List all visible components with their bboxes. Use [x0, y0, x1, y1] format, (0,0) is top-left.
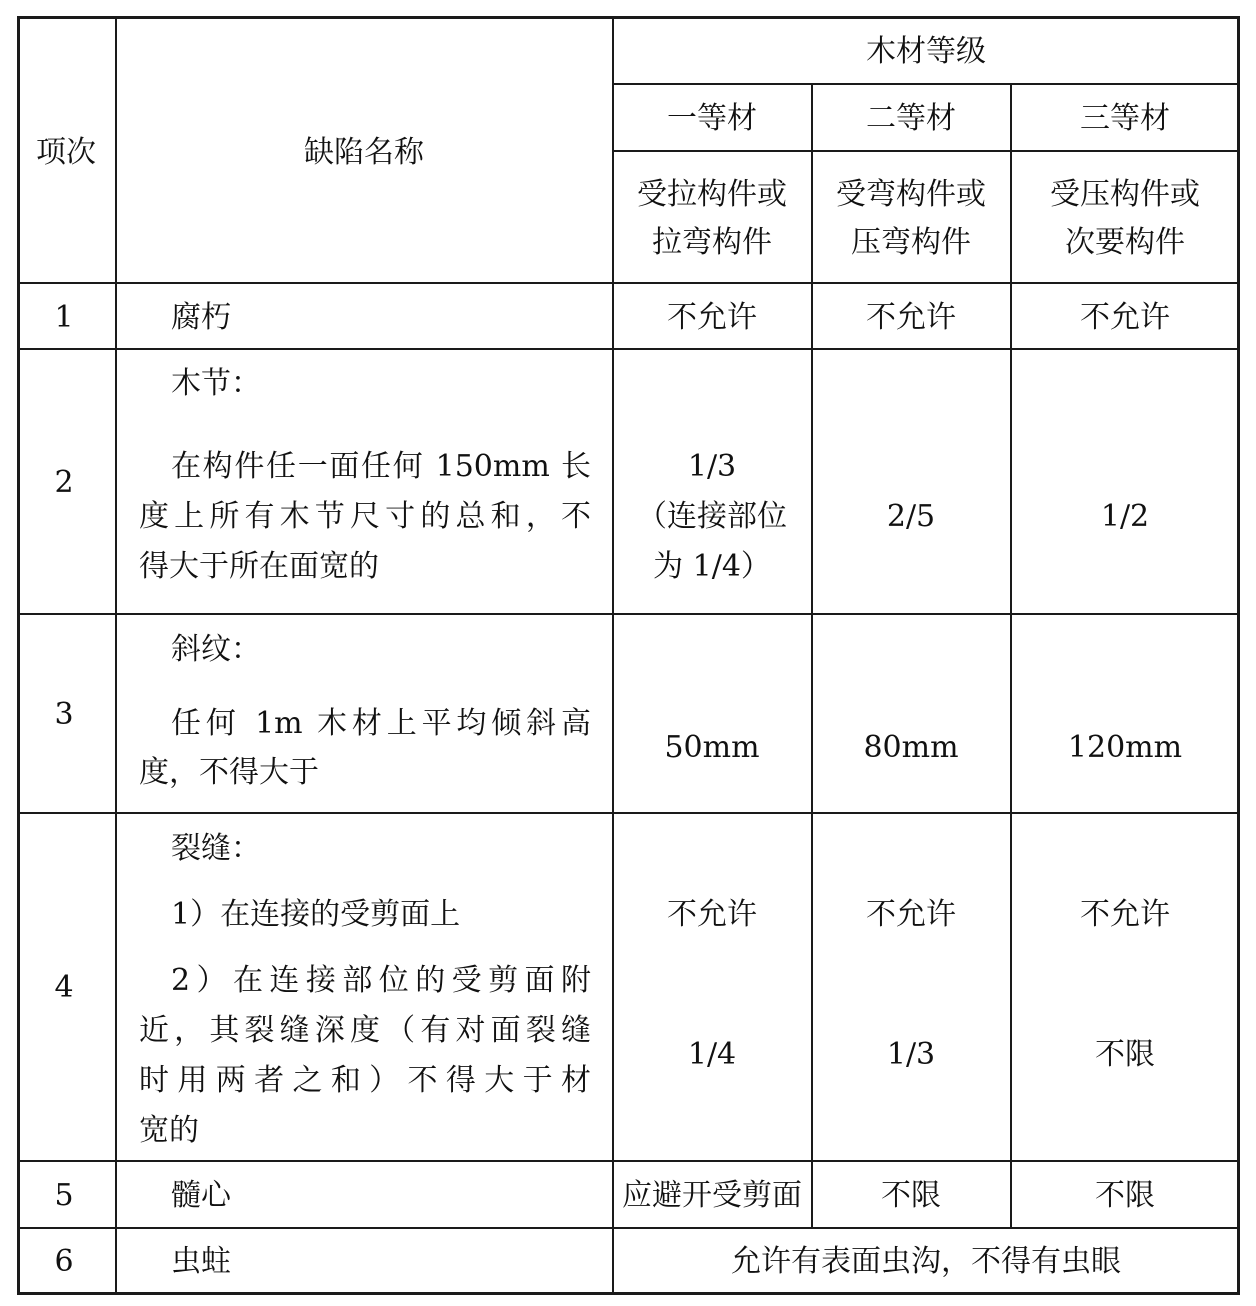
header-grade-2: 二等材	[866, 101, 956, 136]
row-6-index: 6	[54, 1244, 74, 1279]
row-1-grade-2: 不允许	[866, 300, 956, 335]
table-border-left	[17, 16, 20, 1295]
row-4-sub2-line2: 近，其裂缝深度（有对面裂缝	[139, 1013, 591, 1048]
row-5-grade-1: 应避开受剪面	[622, 1178, 802, 1213]
divider-header-grade	[612, 83, 1239, 85]
divider-row-2	[17, 348, 1239, 350]
row-3-grade-1: 50mm	[664, 730, 760, 765]
divider-header-usage	[612, 150, 1239, 152]
row-4-sub2-line3: 时用两者之和）不得大于材	[139, 1063, 591, 1098]
row-1-name: 腐朽	[171, 300, 231, 335]
row-4-sub1-grade-1: 不允许	[667, 897, 757, 932]
row-5-grade-2: 不限	[881, 1178, 941, 1213]
divider-row-4	[17, 812, 1239, 814]
row-1-index: 1	[54, 300, 74, 335]
row-6-merged-grades: 允许有表面虫沟，不得有虫眼	[731, 1244, 1121, 1279]
header-usage-1-line2: 拉弯构件	[652, 225, 772, 260]
row-4-index: 4	[54, 970, 74, 1005]
header-usage-3-line2: 次要构件	[1065, 225, 1185, 260]
row-4-sub1-grade-2: 不允许	[866, 897, 956, 932]
header-usage-1-line1: 受拉构件或	[637, 177, 787, 212]
header-usage-3-line1: 受压构件或	[1050, 177, 1200, 212]
row-4-sub1: 1）在连接的受剪面上	[171, 897, 461, 932]
row-1-grade-1: 不允许	[667, 300, 757, 335]
row-6-name: 虫蛀	[171, 1244, 231, 1279]
row-4-sub2-grade-3: 不限	[1095, 1037, 1155, 1072]
row-2-grade-2: 2/5	[886, 499, 936, 534]
row-5-index: 5	[54, 1178, 74, 1213]
divider-row-6	[17, 1227, 1239, 1229]
row-3-index: 3	[54, 697, 74, 732]
row-3-grade-2: 80mm	[863, 730, 959, 765]
row-3-grade-3: 120mm	[1067, 730, 1183, 765]
row-2-grade-1-line1: 1/3	[687, 449, 737, 484]
row-2-grade-1-line2: （连接部位	[637, 499, 787, 534]
divider-row-3	[17, 613, 1239, 615]
table-border-bottom	[17, 1292, 1240, 1295]
row-3-desc-line2: 度，不得大于	[139, 755, 319, 790]
header-grade-3: 三等材	[1080, 101, 1170, 136]
header-grade-group: 木材等级	[866, 34, 986, 69]
row-2-name: 木节：	[171, 366, 261, 401]
divider-col-3	[811, 84, 813, 1229]
row-4-sub2-grade-1: 1/4	[687, 1037, 737, 1072]
header-defect-name: 缺陷名称	[304, 135, 424, 170]
row-4-sub2-line4: 宽的	[139, 1113, 199, 1148]
divider-row-1	[17, 282, 1239, 284]
row-2-index: 2	[54, 465, 74, 500]
table-border-right	[1237, 16, 1240, 1295]
row-4-name: 裂缝：	[171, 831, 261, 866]
row-5-name: 髓心	[171, 1178, 231, 1213]
divider-row-5	[17, 1160, 1239, 1162]
divider-col-2	[612, 16, 614, 1294]
header-index: 项次	[36, 135, 96, 170]
table-border-top	[17, 16, 1240, 19]
row-2-grade-3: 1/2	[1100, 499, 1150, 534]
header-usage-2-line2: 压弯构件	[851, 225, 971, 260]
row-4-sub1-grade-3: 不允许	[1080, 897, 1170, 932]
header-grade-1: 一等材	[667, 101, 757, 136]
row-3-desc-line1: 任何 1m 木材上平均倾斜高	[171, 706, 591, 741]
row-2-desc-line1: 在构件任一面任何 150mm 长	[171, 449, 591, 484]
header-usage-2-line1: 受弯构件或	[836, 177, 986, 212]
row-2-desc-line3: 得大于所在面宽的	[139, 549, 379, 584]
row-2-desc-line2: 度上所有木节尺寸的总和，不	[139, 499, 591, 534]
row-2-grade-1-line3: 为 1/4）	[653, 549, 771, 584]
divider-col-1	[115, 16, 117, 1294]
row-4-sub2-line1: 2）在连接部位的受剪面附	[171, 963, 591, 998]
row-1-grade-3: 不允许	[1080, 300, 1170, 335]
row-5-grade-3: 不限	[1095, 1178, 1155, 1213]
divider-col-4	[1010, 84, 1012, 1229]
row-4-sub2-grade-2: 1/3	[886, 1037, 936, 1072]
row-3-name: 斜纹：	[171, 632, 261, 667]
